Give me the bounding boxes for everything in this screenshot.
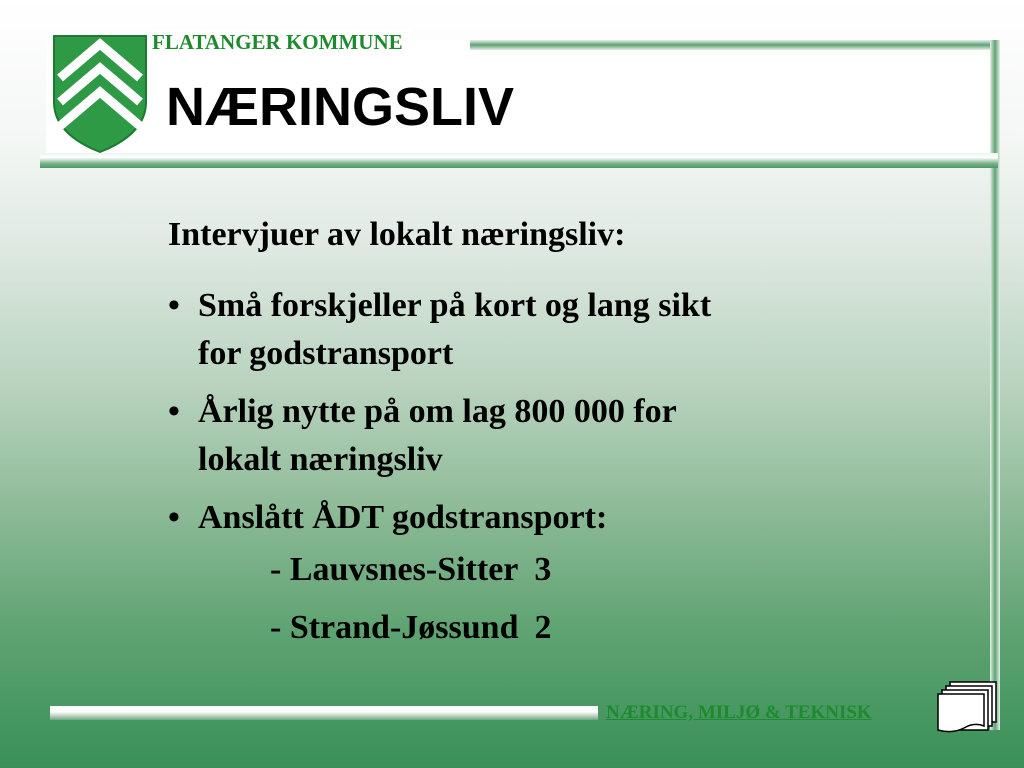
route-item — [270, 546, 551, 594]
bullet-list — [168, 282, 868, 552]
list-item-text: Små forskjeller på kort og lang sikt — [198, 287, 712, 324]
list-item — [168, 388, 868, 484]
organization-name: FLATANGER KOMMUNE — [152, 30, 411, 55]
bullet-icon: • — [168, 393, 180, 430]
footer-divider — [50, 706, 598, 720]
list-item — [168, 494, 868, 542]
department-link[interactable]: NÆRING, MILJØ & TEKNISK — [606, 702, 872, 723]
top-divider — [470, 40, 1000, 50]
right-divider — [990, 40, 1000, 730]
route-label: - Strand-Jøssund — [270, 609, 519, 646]
list-item-text: Årlig nytte på om lag 800 000 for — [198, 393, 677, 430]
header-divider — [40, 153, 998, 168]
list-item-text: for godstransport — [198, 335, 454, 372]
bullet-icon: • — [168, 499, 180, 536]
section-heading: Intervjuer av lokalt næringsliv: — [168, 216, 626, 253]
route-value: 2 — [534, 609, 552, 646]
list-item — [168, 282, 868, 378]
list-item-text: lokalt næringsliv — [198, 441, 443, 478]
route-item — [270, 604, 551, 652]
bullet-icon: • — [168, 287, 180, 324]
route-label: - Lauvsnes-Sitter — [270, 551, 519, 588]
page-title: NÆRINGSLIV — [166, 77, 515, 137]
route-value: 3 — [534, 551, 552, 588]
chevron-shield-icon — [52, 34, 148, 154]
list-item-text: Anslått ÅDT godstransport: — [198, 499, 608, 536]
stacked-pages-icon[interactable] — [936, 680, 1000, 736]
